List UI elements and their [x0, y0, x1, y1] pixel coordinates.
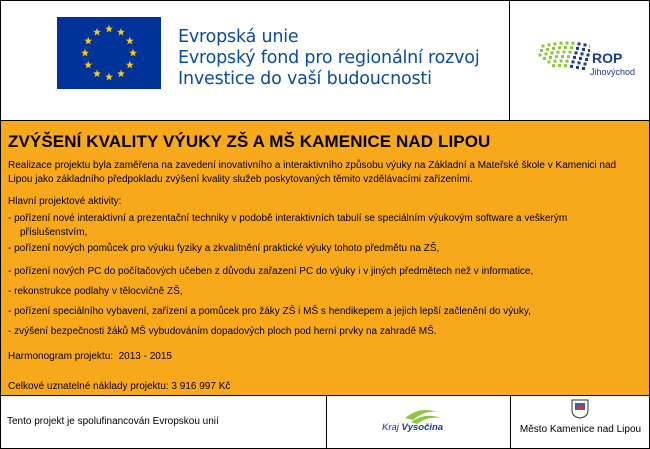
rop-dot-icon — [548, 60, 551, 63]
rop-dot-icon — [539, 54, 542, 57]
activity-text: - pořízení nových pomůcek pro výuku fyziky a zkvalitnění praktické výuky tohoto předmětu na ZŠ, — [8, 243, 440, 254]
kraj-name: Vysočina — [401, 422, 444, 433]
rop-dot-icon — [545, 52, 548, 55]
rop-dot-icon — [579, 57, 582, 60]
rop-dot-icon — [561, 55, 564, 58]
eu-line: Evropská unie — [178, 27, 299, 47]
project-intro: Realizace projektu byla zaměřena na zavedení inovativního a interaktivního způsobu výuky na Základní a Mateřské škole v Kamenici nad Lipou jako základního předpokladu zvýšení kvality služeb poskytovaných těmito vzdělávacími zařízeními. — [8, 160, 617, 185]
eu-line: Investice do vaší budoucnosti — [178, 69, 432, 89]
rop-dot-icon — [563, 51, 566, 54]
rop-dot-icon — [584, 43, 587, 46]
footer — [1, 396, 649, 448]
rop-dot-icon — [573, 56, 576, 59]
eu-text — [178, 27, 479, 90]
activity-item — [8, 242, 638, 256]
header — [1, 1, 649, 121]
rop-dot-icon — [576, 66, 579, 69]
activities-label: Hlavní projektové aktivity: — [8, 196, 122, 207]
rop-dot-icon — [552, 64, 555, 67]
rop-dot-icon — [564, 46, 567, 49]
rop-dot-icon — [581, 52, 584, 55]
rop-dot-icon — [578, 42, 581, 45]
activity-text-continued: příslušenstvím, — [20, 227, 88, 238]
rop-dot-icon — [585, 58, 588, 61]
rop-dot-icon — [572, 42, 575, 45]
activity-item — [8, 212, 638, 240]
activity-text: - pořízení speciálního vybavení, zařízení a pomůcek pro žáky ZŠ i MŠ s hendikepem a jejich lepší začlenění do výuky, — [8, 306, 531, 317]
kraj-vysocina-box — [326, 396, 511, 448]
rop-dot-icon — [564, 64, 567, 67]
rop-dot-icon — [555, 55, 558, 58]
rop-dot-icon — [587, 54, 590, 57]
eu-line: Evropský fond pro regionální rozvoj — [178, 48, 480, 68]
town-crest-icon — [571, 399, 589, 419]
rop-dot-icon — [560, 60, 563, 63]
rop-dot-icon — [590, 45, 591, 48]
rop-dot-icon — [569, 51, 572, 54]
rop-dot-icon — [558, 46, 561, 49]
rop-dot-icon — [554, 42, 557, 45]
activity-item — [8, 325, 638, 339]
project-schedule: Harmonogram projektu: 2013 - 2015 — [8, 351, 172, 362]
project-title: ZVÝŠENÍ KVALITY VÝUKY ZŠ A MŠ KAMENICE NAD LIPOU — [8, 132, 491, 151]
town-box — [510, 396, 650, 448]
rop-dot-icon — [566, 60, 569, 63]
rop-dot-icon — [554, 60, 557, 63]
rop-dot-icon — [548, 43, 551, 46]
rop-dot-icon — [552, 47, 555, 50]
rop-dot-icon — [570, 46, 573, 49]
rop-dot-icon — [557, 51, 560, 54]
project-panel — [1, 121, 649, 396]
rop-dot-icon — [549, 56, 552, 59]
cofinanced-text: Tento projekt je spolufinancován Evropskou unií — [7, 416, 219, 427]
rop-subtitle: Jihovýchod — [590, 67, 636, 77]
rop-dot-icon — [540, 49, 543, 52]
rop-dot-icon — [546, 48, 549, 51]
activity-item — [8, 305, 638, 319]
activity-item — [8, 285, 638, 299]
rop-dot-icon — [560, 42, 563, 45]
activity-text: - pořízení nové interaktivní a prezentační techniky v podobě interaktivních tabulí se speciálním výukovým software a veškerým — [8, 213, 568, 224]
rop-dot-icon — [566, 42, 569, 45]
town-name: Město Kamenice nad Lipou — [519, 424, 642, 435]
activity-item — [8, 265, 638, 279]
eu-flag-icon — [57, 17, 161, 89]
project-costs: Celkové uznatelné náklady projektu: 3 916 997 Kč — [8, 381, 231, 392]
activity-text: - rekonstrukce podlahy v tělocvičně ZŠ, — [8, 286, 183, 297]
rop-dot-icon — [582, 48, 585, 51]
rop-dot-icon — [558, 64, 561, 67]
rop-dot-icon — [567, 55, 570, 58]
rop-dot-icon — [551, 51, 554, 54]
rop-dot-icon — [575, 51, 578, 54]
rop-dot-icon — [578, 61, 581, 64]
kraj-prefix: Kraj — [382, 422, 399, 433]
rop-title: ROP — [592, 50, 623, 66]
rop-logo-box — [509, 1, 650, 120]
rop-dot-icon — [572, 60, 575, 63]
activity-text: - zvýšení bezpečnosti žáků MŠ vybudováním dopadových ploch pod herní prvky na zahradě MŠ. — [8, 326, 437, 337]
rop-dot-icon — [576, 47, 579, 50]
rop-dot-icon — [570, 65, 573, 68]
rop-dot-icon — [588, 49, 590, 52]
rop-dot-icon — [542, 45, 545, 48]
rop-dot-icon — [584, 63, 587, 66]
kraj-vysocina-text — [382, 422, 443, 433]
rop-logo-icon — [530, 37, 590, 71]
activity-text: - pořízení nových PC do počítačových učeben z důvodu zařazení PC do výuky i v jiných předmětech než v informatice, — [8, 266, 534, 277]
rop-dot-icon — [582, 67, 585, 70]
rop-dot-icon — [543, 57, 546, 60]
